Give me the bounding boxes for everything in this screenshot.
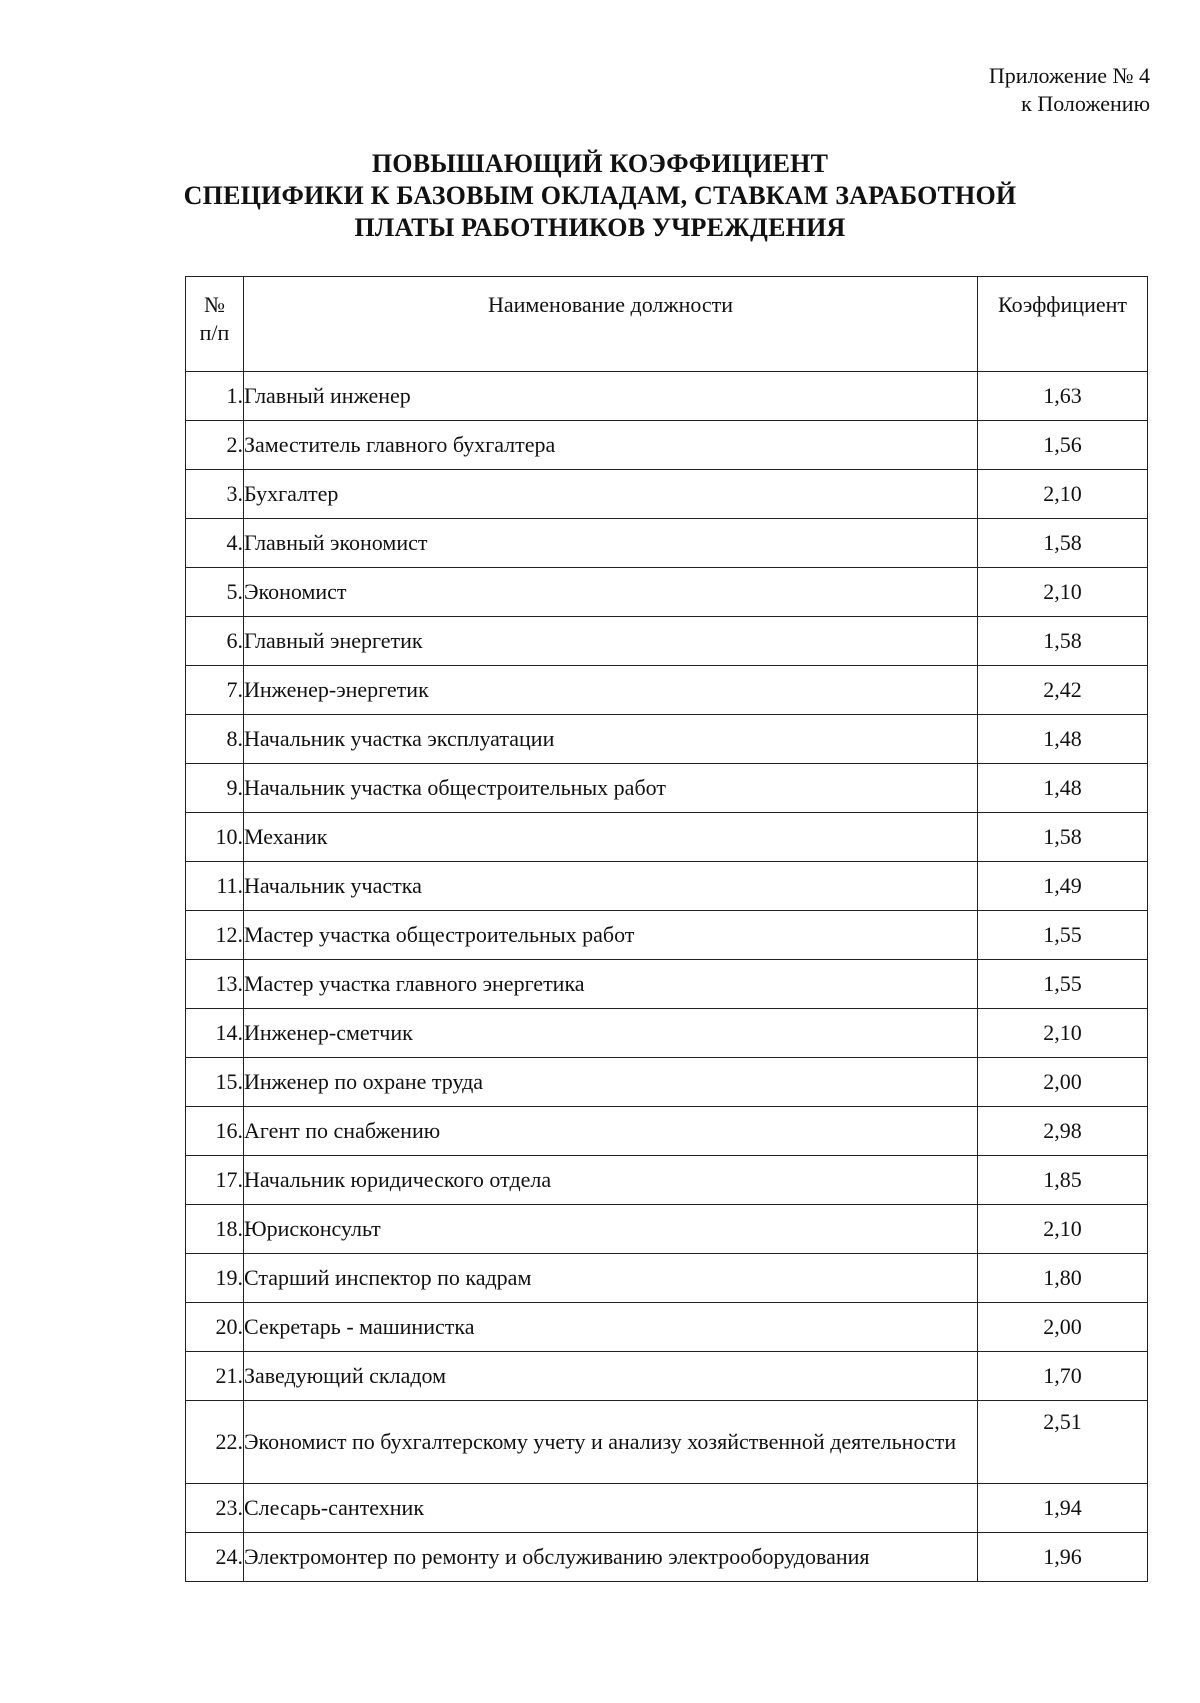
position-name: Начальник участка	[244, 862, 978, 911]
row-number: 9.	[186, 764, 244, 813]
position-name: Начальник юридического отдела	[244, 1156, 978, 1205]
row-number: 4.	[186, 519, 244, 568]
table-row	[186, 1401, 1148, 1484]
position-name: Инженер по охране труда	[244, 1058, 978, 1107]
table-row	[186, 666, 1148, 715]
row-number: 16.	[186, 1107, 244, 1156]
row-number: 8.	[186, 715, 244, 764]
header-number-symbol: №	[204, 292, 225, 317]
position-name: Агент по снабжению	[244, 1107, 978, 1156]
coefficient-value: 1,58	[978, 617, 1148, 666]
table-header-row	[186, 277, 1148, 372]
coefficient-value: 1,56	[978, 421, 1148, 470]
table-row	[186, 1009, 1148, 1058]
coefficient-value: 1,48	[978, 715, 1148, 764]
table-row	[186, 470, 1148, 519]
table-row	[186, 421, 1148, 470]
coefficient-value: 2,10	[978, 470, 1148, 519]
row-number: 5.	[186, 568, 244, 617]
table-row	[186, 617, 1148, 666]
position-name: Начальник участка общестроительных работ	[244, 764, 978, 813]
table-row	[186, 911, 1148, 960]
position-name: Заместитель главного бухгалтера	[244, 421, 978, 470]
row-number: 1.	[186, 372, 244, 421]
row-number: 19.	[186, 1254, 244, 1303]
position-name: Бухгалтер	[244, 470, 978, 519]
coefficient-value: 1,55	[978, 960, 1148, 1009]
coefficient-value: 2,51	[978, 1401, 1148, 1484]
coefficient-value: 1,49	[978, 862, 1148, 911]
coefficient-value: 1,96	[978, 1533, 1148, 1582]
table-row	[186, 813, 1148, 862]
document-title	[0, 148, 1200, 244]
table-row	[186, 1058, 1148, 1107]
row-number: 20.	[186, 1303, 244, 1352]
coefficient-value: 1,58	[978, 519, 1148, 568]
coefficient-value: 2,10	[978, 568, 1148, 617]
title-line-3: ПЛАТЫ РАБОТНИКОВ УЧРЕЖДЕНИЯ	[354, 213, 846, 242]
row-number: 22.	[186, 1401, 244, 1484]
position-name: Слесарь-сантехник	[244, 1484, 978, 1533]
row-number: 23.	[186, 1484, 244, 1533]
row-number: 6.	[186, 617, 244, 666]
coefficient-value: 1,48	[978, 764, 1148, 813]
position-name: Электромонтер по ремонту и обслуживанию электрооборудования	[244, 1533, 978, 1582]
table-body	[186, 372, 1148, 1582]
row-number: 3.	[186, 470, 244, 519]
position-name: Заведующий складом	[244, 1352, 978, 1401]
table-row	[186, 862, 1148, 911]
header-coefficient: Коэффициент	[978, 277, 1148, 372]
row-number: 7.	[186, 666, 244, 715]
coefficient-value: 2,98	[978, 1107, 1148, 1156]
position-name: Главный энергетик	[244, 617, 978, 666]
title-line-1: ПОВЫШАЮЩИЙ КОЭФФИЦИЕНТ	[371, 149, 829, 178]
table-row	[186, 1484, 1148, 1533]
title-line-2: СПЕЦИФИКИ К БАЗОВЫМ ОКЛАДАМ, СТАВКАМ ЗАРАБОТНОЙ	[183, 181, 1017, 210]
table-row	[186, 1303, 1148, 1352]
row-number: 18.	[186, 1205, 244, 1254]
row-number: 21.	[186, 1352, 244, 1401]
table-row	[186, 764, 1148, 813]
row-number: 12.	[186, 911, 244, 960]
position-name: Юрисконсульт	[244, 1205, 978, 1254]
header-number-abbr: п/п	[199, 320, 230, 345]
annex-number: Приложение № 4	[988, 63, 1150, 88]
position-name: Инженер-сметчик	[244, 1009, 978, 1058]
coefficient-value: 1,58	[978, 813, 1148, 862]
annex-reference: к Положению	[1021, 91, 1150, 116]
table-row	[186, 1533, 1148, 1582]
position-name: Экономист	[244, 568, 978, 617]
position-name: Секретарь - машинистка	[244, 1303, 978, 1352]
table-row	[186, 1107, 1148, 1156]
table-row	[186, 568, 1148, 617]
table-row	[186, 1156, 1148, 1205]
coefficient-value: 1,80	[978, 1254, 1148, 1303]
row-number: 24.	[186, 1533, 244, 1582]
position-name: Начальник участка эксплуатации	[244, 715, 978, 764]
position-name: Экономист по бухгалтерскому учету и анализу хозяйственной деятельности	[244, 1401, 978, 1484]
coefficient-value: 1,55	[978, 911, 1148, 960]
row-number: 13.	[186, 960, 244, 1009]
coefficient-value: 2,10	[978, 1009, 1148, 1058]
table-row	[186, 960, 1148, 1009]
row-number: 2.	[186, 421, 244, 470]
coefficient-value: 2,42	[978, 666, 1148, 715]
table-row	[186, 1254, 1148, 1303]
coefficient-table	[185, 276, 1148, 1582]
table-row	[186, 1205, 1148, 1254]
position-name: Мастер участка главного энергетика	[244, 960, 978, 1009]
table-row	[186, 1352, 1148, 1401]
coefficient-value: 2,00	[978, 1058, 1148, 1107]
row-number: 11.	[186, 862, 244, 911]
coefficient-value: 2,10	[978, 1205, 1148, 1254]
position-name: Главный экономист	[244, 519, 978, 568]
position-name: Главный инженер	[244, 372, 978, 421]
annex-note	[989, 62, 1150, 118]
coefficient-value: 1,70	[978, 1352, 1148, 1401]
header-position-name: Наименование должности	[244, 277, 978, 372]
coefficient-value: 1,63	[978, 372, 1148, 421]
position-name: Мастер участка общестроительных работ	[244, 911, 978, 960]
coefficient-value: 1,94	[978, 1484, 1148, 1533]
row-number: 17.	[186, 1156, 244, 1205]
position-name: Механик	[244, 813, 978, 862]
coefficient-value: 1,85	[978, 1156, 1148, 1205]
row-number: 15.	[186, 1058, 244, 1107]
header-number	[186, 277, 244, 372]
coefficient-value: 2,00	[978, 1303, 1148, 1352]
table-row	[186, 372, 1148, 421]
row-number: 14.	[186, 1009, 244, 1058]
position-name: Старший инспектор по кадрам	[244, 1254, 978, 1303]
position-name: Инженер-энергетик	[244, 666, 978, 715]
table-row	[186, 519, 1148, 568]
row-number: 10.	[186, 813, 244, 862]
table-row	[186, 715, 1148, 764]
